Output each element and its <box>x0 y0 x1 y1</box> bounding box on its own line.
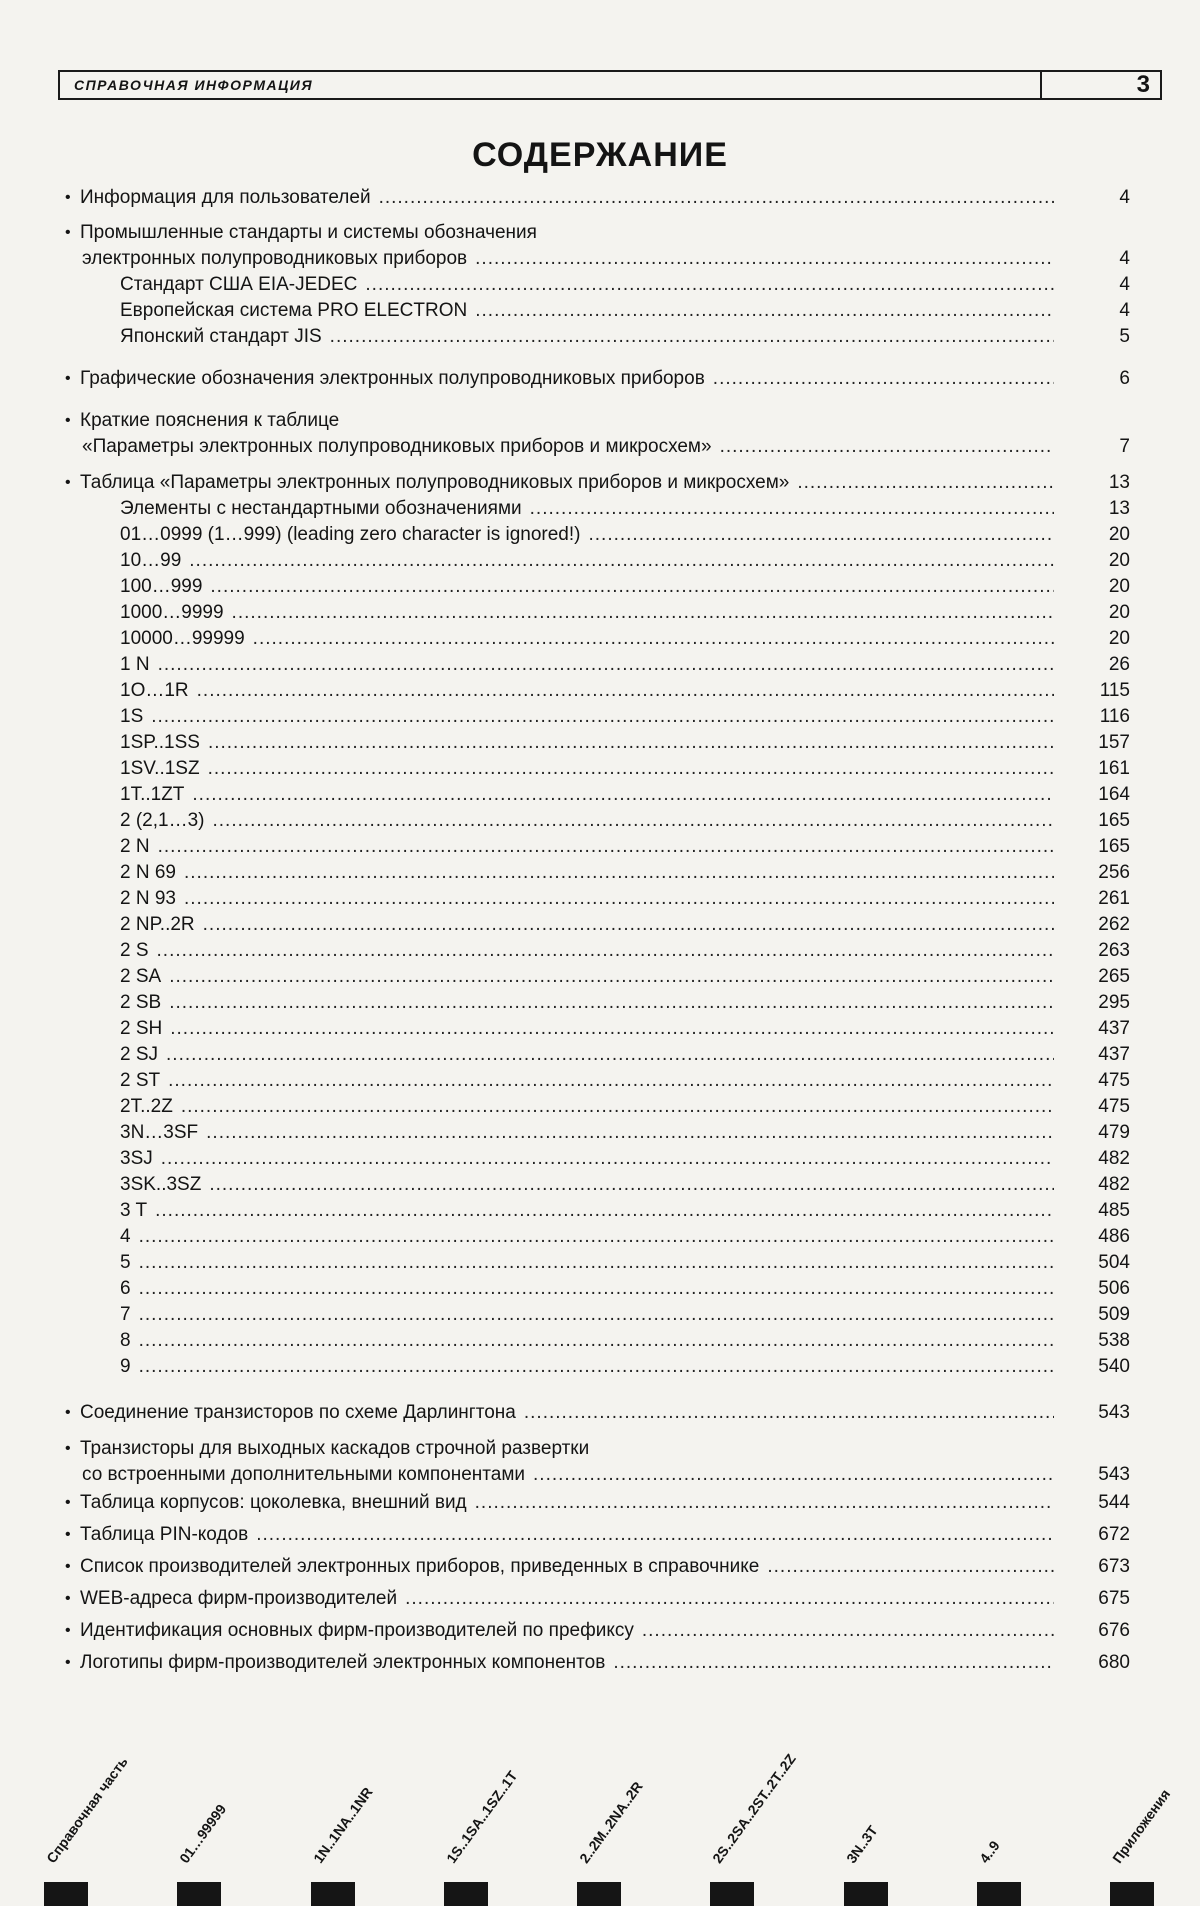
dot-leader <box>713 366 1054 392</box>
toc-entry <box>0 1436 1200 1462</box>
toc-entry-title: 2 SJ <box>120 1042 162 1068</box>
thumb-index-tab <box>844 1882 888 1906</box>
running-header <box>58 70 1162 100</box>
toc-entry-page: 504 <box>1098 1252 1130 1273</box>
toc-entry <box>0 860 1200 886</box>
toc-entry-title: Таблица PIN-кодов <box>80 1522 252 1548</box>
toc-entry-title: 7 <box>120 1302 135 1328</box>
dot-leader <box>588 522 1054 548</box>
toc-entry <box>0 1094 1200 1120</box>
toc-entry-page: 543 <box>1098 1464 1130 1485</box>
thumb-index-label: 4..9 <box>975 1837 1003 1866</box>
toc-entry <box>0 1016 1200 1042</box>
toc-entry <box>0 964 1200 990</box>
toc-entry-page: 506 <box>1098 1278 1130 1299</box>
toc-entry-page: 4 <box>1119 274 1130 295</box>
toc-entry-page: 20 <box>1108 602 1130 623</box>
toc-entry-title: 2 N <box>120 834 154 860</box>
toc-entry-page: 6 <box>1119 368 1130 389</box>
toc-entry-page: 164 <box>1098 784 1130 805</box>
toc-entry-title: 6 <box>120 1276 135 1302</box>
toc-entry <box>0 1302 1200 1328</box>
toc-entry-page: 256 <box>1098 862 1130 883</box>
toc-entry-page: 680 <box>1098 1652 1130 1673</box>
toc-entry <box>0 574 1200 600</box>
thumb-index-tab <box>177 1882 221 1906</box>
dot-leader <box>379 185 1054 211</box>
toc-entry-title: 2 (2,1…3) <box>120 808 208 834</box>
toc-entry <box>0 1354 1200 1380</box>
thumb-index-tab <box>710 1882 754 1906</box>
toc-entry <box>0 782 1200 808</box>
toc-entry <box>0 1120 1200 1146</box>
toc-entry-page: 540 <box>1098 1356 1130 1377</box>
toc-entry-page: 482 <box>1098 1148 1130 1169</box>
thumb-index-label: 2S..2SA..2ST..2T..2Z <box>709 1750 800 1866</box>
toc-entry <box>0 704 1200 730</box>
thumb-index-label: 3N..3T <box>842 1822 881 1866</box>
toc-entry <box>0 1586 1200 1612</box>
toc-entry-title: Европейская система PRO ELECTRON <box>120 298 471 324</box>
toc-entry <box>0 298 1200 324</box>
toc-entry-title: Краткие пояснения к таблице <box>80 408 343 434</box>
toc-entry-title: 1SP..1SS <box>120 730 204 756</box>
toc-entry-title: Соединение транзисторов по схеме Дарлингтона <box>80 1400 520 1426</box>
dot-leader <box>530 496 1054 522</box>
toc-entry <box>0 1172 1200 1198</box>
bullet-icon: • <box>65 412 71 429</box>
toc-entry-title: Таблица корпусов: цоколевка, внешний вид <box>80 1490 471 1516</box>
bullet-icon: • <box>65 474 71 491</box>
toc-entry <box>0 434 1200 460</box>
toc-entry-title: Промышленные стандарты и системы обозначения <box>80 220 541 246</box>
toc-entry-title: 2 ST <box>120 1068 164 1094</box>
toc-entry <box>0 990 1200 1016</box>
toc-entry <box>0 324 1200 350</box>
toc-entry <box>0 1198 1200 1224</box>
toc-entry <box>0 548 1200 574</box>
toc-entry-page: 262 <box>1098 914 1130 935</box>
thumb-index-label: 2..2M..2NA..2R <box>576 1778 646 1866</box>
toc-entry-title: Список производителей электронных приборов, приведенных в справочнике <box>80 1554 763 1580</box>
dot-leader <box>212 808 1054 834</box>
thumb-index-tab <box>44 1882 88 1906</box>
dot-leader <box>151 704 1054 730</box>
dot-leader <box>155 1198 1054 1224</box>
toc-entry-page: 20 <box>1108 628 1130 649</box>
dot-leader <box>208 730 1054 756</box>
toc-entry <box>0 652 1200 678</box>
dot-leader <box>168 1068 1054 1094</box>
dot-leader <box>189 548 1054 574</box>
toc-entry <box>0 1554 1200 1580</box>
toc-entry-page: 475 <box>1098 1070 1130 1091</box>
toc-entry-page: 165 <box>1098 836 1130 857</box>
toc-entry-title: Логотипы фирм-производителей электронных компонентов <box>80 1650 609 1676</box>
toc-entry <box>0 1328 1200 1354</box>
dot-leader <box>169 990 1054 1016</box>
toc-entry <box>0 1400 1200 1426</box>
toc-entry-title: 3 T <box>120 1198 151 1224</box>
thumb-index-tab <box>444 1882 488 1906</box>
toc-entry-title: 1SV..1SZ <box>120 756 204 782</box>
dot-leader <box>139 1276 1054 1302</box>
dot-leader <box>139 1328 1054 1354</box>
page-number: 3 <box>1040 72 1160 98</box>
toc-entry-title: 100…999 <box>120 574 206 600</box>
toc-entry-title: со встроенными дополнительными компонентами <box>82 1462 529 1488</box>
dot-leader <box>197 678 1054 704</box>
toc-entry <box>0 272 1200 298</box>
toc-entry-title: 1T..1ZT <box>120 782 188 808</box>
toc-entry-page: 157 <box>1098 732 1130 753</box>
toc-entry <box>0 756 1200 782</box>
thumb-index-tab <box>577 1882 621 1906</box>
bullet-icon: • <box>65 1526 71 1543</box>
dot-leader <box>232 600 1054 626</box>
toc-entry <box>0 366 1200 392</box>
toc-entry-title: 5 <box>120 1250 135 1276</box>
dot-leader <box>157 938 1054 964</box>
toc-entry <box>0 1650 1200 1676</box>
dot-leader <box>139 1354 1054 1380</box>
toc-entry-title: 1000…9999 <box>120 600 228 626</box>
toc-entry-page: 165 <box>1098 810 1130 831</box>
toc-entry-page: 475 <box>1098 1096 1130 1117</box>
toc-entry-title: 4 <box>120 1224 135 1250</box>
toc-entry-page: 13 <box>1108 498 1130 519</box>
toc-entry-page: 161 <box>1098 758 1130 779</box>
bullet-icon: • <box>65 370 71 387</box>
bullet-icon: • <box>65 1622 71 1639</box>
toc-entry-title: 3N…3SF <box>120 1120 202 1146</box>
thumb-index-label: 1N..1NA..1NR <box>309 1784 376 1866</box>
toc-entry-title: Стандарт США EIA-JEDEC <box>120 272 361 298</box>
toc-entry <box>0 496 1200 522</box>
toc-entry-title: WEB-адреса фирм-производителей <box>80 1586 401 1612</box>
toc-entry-title: Графические обозначения электронных полупроводниковых приборов <box>80 366 709 392</box>
toc-entry-page: 7 <box>1119 436 1130 457</box>
dot-leader <box>158 652 1054 678</box>
dot-leader <box>209 1172 1054 1198</box>
toc-entry-title: Транзисторы для выходных каскадов строчной развертки <box>80 1436 593 1462</box>
toc-entry-title: Идентификация основных фирм-производителей по префиксу <box>80 1618 638 1644</box>
dot-leader <box>475 246 1054 272</box>
dot-leader <box>253 626 1054 652</box>
toc-entry-title: 2 SB <box>120 990 165 1016</box>
bullet-icon: • <box>65 1404 71 1421</box>
bullet-icon: • <box>65 224 71 241</box>
toc-entry-page: 13 <box>1108 472 1130 493</box>
toc-entry-page: 672 <box>1098 1524 1130 1545</box>
toc-entry-page: 20 <box>1108 524 1130 545</box>
toc-entry-title: 3SK..3SZ <box>120 1172 205 1198</box>
toc-entry-title: 2 SA <box>120 964 165 990</box>
thumb-index-label: Справочная часть <box>43 1753 131 1866</box>
toc-entry <box>0 886 1200 912</box>
toc-entry-page: 543 <box>1098 1402 1130 1423</box>
toc-entry <box>0 1618 1200 1644</box>
bullet-icon: • <box>65 189 71 206</box>
toc-entry-title: Элементы с нестандартными обозначениями <box>120 496 526 522</box>
bullet-icon: • <box>65 1654 71 1671</box>
dot-leader <box>330 324 1054 350</box>
bullet-icon: • <box>65 1558 71 1575</box>
toc-entry-page: 4 <box>1119 187 1130 208</box>
dot-leader <box>365 272 1054 298</box>
toc-entry <box>0 808 1200 834</box>
dot-leader <box>166 1042 1054 1068</box>
dot-leader <box>533 1462 1054 1488</box>
toc-entry-title: Японский стандарт JIS <box>120 324 326 350</box>
toc-entry <box>0 1068 1200 1094</box>
dot-leader <box>720 434 1054 460</box>
dot-leader <box>203 912 1054 938</box>
toc-entry-title: Информация для пользователей <box>80 185 375 211</box>
toc-entry <box>0 1462 1200 1488</box>
toc-entry-title: 01…0999 (1…999) (leading zero character is ignored!) <box>120 522 584 548</box>
toc-entry-title: 2 N 69 <box>120 860 180 886</box>
toc-entry <box>0 1224 1200 1250</box>
dot-leader <box>613 1650 1054 1676</box>
toc-entry <box>0 220 1200 246</box>
dot-leader <box>208 756 1054 782</box>
dot-leader <box>158 834 1054 860</box>
toc-entry-page: 675 <box>1098 1588 1130 1609</box>
toc-entry-title: 1O…1R <box>120 678 193 704</box>
bullet-icon: • <box>65 1440 71 1457</box>
dot-leader <box>642 1618 1054 1644</box>
toc-entry-page: 5 <box>1119 326 1130 347</box>
dot-leader <box>184 886 1054 912</box>
toc-entry-title: электронных полупроводниковых приборов <box>82 246 471 272</box>
toc-entry-page: 263 <box>1098 940 1130 961</box>
toc-entry-page: 437 <box>1098 1044 1130 1065</box>
toc-entry <box>0 522 1200 548</box>
dot-leader <box>169 964 1054 990</box>
thumb-index-tab <box>1110 1882 1154 1906</box>
toc-entry-page: 20 <box>1108 550 1130 571</box>
toc-entry <box>0 834 1200 860</box>
dot-leader <box>767 1554 1054 1580</box>
dot-leader <box>139 1224 1054 1250</box>
toc-entry-title: 8 <box>120 1328 135 1354</box>
thumb-index-tab <box>311 1882 355 1906</box>
toc-entry-title: 2 SH <box>120 1016 166 1042</box>
toc-entry-page: 437 <box>1098 1018 1130 1039</box>
dot-leader <box>170 1016 1054 1042</box>
toc-entry-page: 538 <box>1098 1330 1130 1351</box>
toc-entry <box>0 938 1200 964</box>
toc-entry <box>0 1490 1200 1516</box>
toc-entry-page: 4 <box>1119 248 1130 269</box>
dot-leader <box>181 1094 1054 1120</box>
toc-entry <box>0 408 1200 434</box>
toc-entry-page: 295 <box>1098 992 1130 1013</box>
toc-entry-title: 1 N <box>120 652 154 678</box>
toc-entry-page: 676 <box>1098 1620 1130 1641</box>
toc-entry-title: 3SJ <box>120 1146 157 1172</box>
dot-leader <box>524 1400 1054 1426</box>
dot-leader <box>139 1250 1054 1276</box>
dot-leader <box>475 298 1054 324</box>
dot-leader <box>405 1586 1054 1612</box>
dot-leader <box>192 782 1054 808</box>
toc-entry-title: 2 NP..2R <box>120 912 199 938</box>
page-title: СОДЕРЖАНИЕ <box>472 136 728 174</box>
toc-entry-title: 1S <box>120 704 147 730</box>
toc-entry <box>0 1146 1200 1172</box>
dot-leader <box>206 1120 1054 1146</box>
toc-entry <box>0 185 1200 211</box>
toc-entry-page: 486 <box>1098 1226 1130 1247</box>
toc-entry-page: 20 <box>1108 576 1130 597</box>
toc-entry <box>0 600 1200 626</box>
toc-entry-title: Таблица «Параметры электронных полупроводниковых приборов и микросхем» <box>80 470 793 496</box>
header-title: СПРАВОЧНАЯ ИНФОРМАЦИЯ <box>74 77 314 93</box>
toc-entry <box>0 1276 1200 1302</box>
toc-entry-page: 116 <box>1099 706 1130 727</box>
toc-entry-page: 485 <box>1098 1200 1130 1221</box>
toc-entry-page: 4 <box>1119 300 1130 321</box>
toc-entry-title: 10000…99999 <box>120 626 249 652</box>
dot-leader <box>210 574 1054 600</box>
toc-entry-title: 9 <box>120 1354 135 1380</box>
thumb-index-label: 01…99999 <box>176 1801 230 1866</box>
bullet-icon: • <box>65 1494 71 1511</box>
toc-entry <box>0 1522 1200 1548</box>
dot-leader <box>475 1490 1054 1516</box>
thumb-index-label: 1S..1SA..1SZ..1T <box>442 1767 521 1866</box>
dot-leader <box>139 1302 1054 1328</box>
dot-leader <box>256 1522 1054 1548</box>
toc-entry-page: 261 <box>1098 888 1130 909</box>
toc-entry-page: 482 <box>1098 1174 1130 1195</box>
toc-entry-title: 2 S <box>120 938 153 964</box>
toc-entry-page: 479 <box>1098 1122 1130 1143</box>
toc-entry <box>0 678 1200 704</box>
toc-entry-page: 509 <box>1098 1304 1130 1325</box>
toc-entry-title: «Параметры электронных полупроводниковых приборов и микросхем» <box>82 434 716 460</box>
toc-entry <box>0 626 1200 652</box>
dot-leader <box>161 1146 1054 1172</box>
thumb-index-label: Приложения <box>1109 1786 1174 1866</box>
toc-entry <box>0 912 1200 938</box>
toc-entry-page: 673 <box>1098 1556 1130 1577</box>
dot-leader <box>797 470 1054 496</box>
toc-entry <box>0 1250 1200 1276</box>
toc-entry-title: 2T..2Z <box>120 1094 177 1120</box>
thumb-index-tab <box>977 1882 1021 1906</box>
toc-entry-title: 2 N 93 <box>120 886 180 912</box>
toc-entry <box>0 246 1200 272</box>
toc-entry-page: 115 <box>1099 680 1130 701</box>
toc-entry-page: 265 <box>1098 966 1130 987</box>
bullet-icon: • <box>65 1590 71 1607</box>
toc-entry-page: 26 <box>1108 654 1130 675</box>
toc-entry <box>0 470 1200 496</box>
toc-entry <box>0 1042 1200 1068</box>
toc-entry-title: 10…99 <box>120 548 185 574</box>
toc-entry-page: 544 <box>1098 1492 1130 1513</box>
dot-leader <box>184 860 1054 886</box>
toc-entry <box>0 730 1200 756</box>
